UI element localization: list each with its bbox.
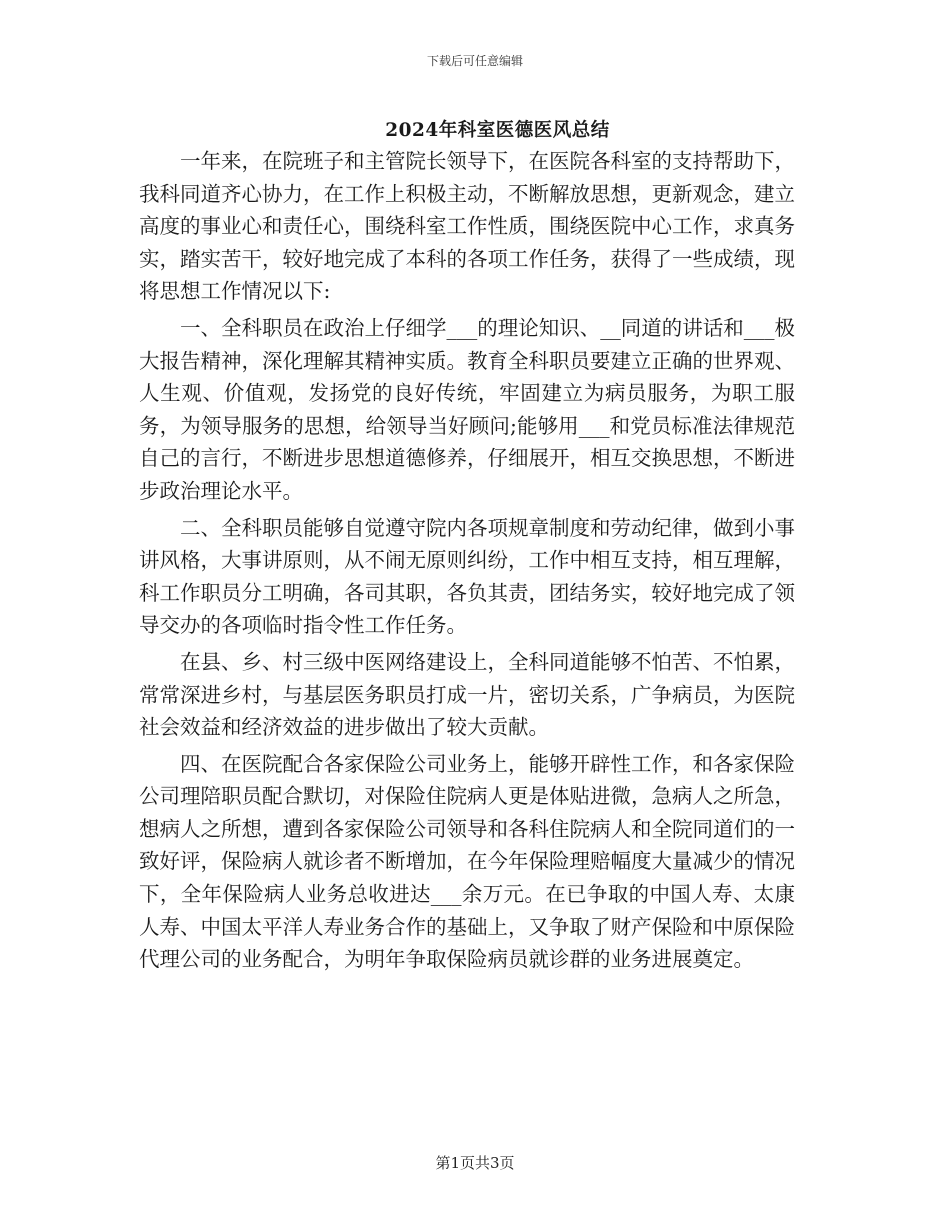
document-body	[139, 145, 795, 976]
paragraph-section-1: 一、全科职员在政治上仔细学___的理论知识、__同道的讲话和___极大报告精神，深化理解其精神实质。教育全科职员要建立正确的世界观、人生观、价值观，发扬党的良好传统，牢固建立为病员服务，为职工服务，为领导服务的思想，给领导当好顾问;能够用___和党员标准法律规范自己的言行，不断进步思想道德修养，仔细展开，相互交换思想，不断进步政治理论水平。	[139, 315, 795, 503]
page-number: 第1页共3页	[435, 1154, 515, 1172]
paragraph-section-4: 四、在医院配合各家保险公司业务上，能够开辟性工作，和各家保险公司理陪职员配合默切，对保险住院病人更是体贴进微，急病人之所急，想病人之所想，遭到各家保险公司领导和各科住院病人和全院同道们的一致好评，保险病人就诊者不断增加，在今年保险理赔幅度大量减少的情况下，全年保险病人业务总收进达___余万元。在已争取的中国人寿、太康人寿、中国太平洋人寿业务合作的基础上，又争取了财产保险和中原保险代理公司的业务配合，为明年争取保险病员就诊群的业务进展奠定。	[139, 751, 795, 972]
page-header-note: 下载后可任意编辑	[426, 54, 523, 68]
paragraph-section-3: 在县、乡、村三级中医网络建设上，全科同道能够不怕苦、不怕累，常常深进乡村，与基层医务职员打成一片，密切关系，广争病员，为医院社会效益和经济效益的进步做出了较大贡献。	[139, 649, 795, 740]
paragraph-intro: 一年来，在院班子和主管院长领导下，在医院各科室的支持帮助下，我科同道齐心协力，在工作上积极主动，不断解放思想，更新观念，建立高度的事业心和责任心，围绕科室工作性质，围绕医院中心工作，求真务实，踏实苦干，较好地完成了本科的各项工作任务，获得了一些成绩，现将思想工作情况以下:	[139, 149, 795, 304]
paragraph-section-2: 二、全科职员能够自觉遵守院内各项规章制度和劳动纪律，做到小事讲风格，大事讲原则，从不闹无原则纠纷，工作中相互支持，相互理解，科工作职员分工明确，各司其职，各负其责，团结务实，较好地完成了领导交办的各项临时指令性工作任务。	[139, 515, 795, 638]
document-title: 2024年科室医德医风总结	[385, 120, 610, 141]
